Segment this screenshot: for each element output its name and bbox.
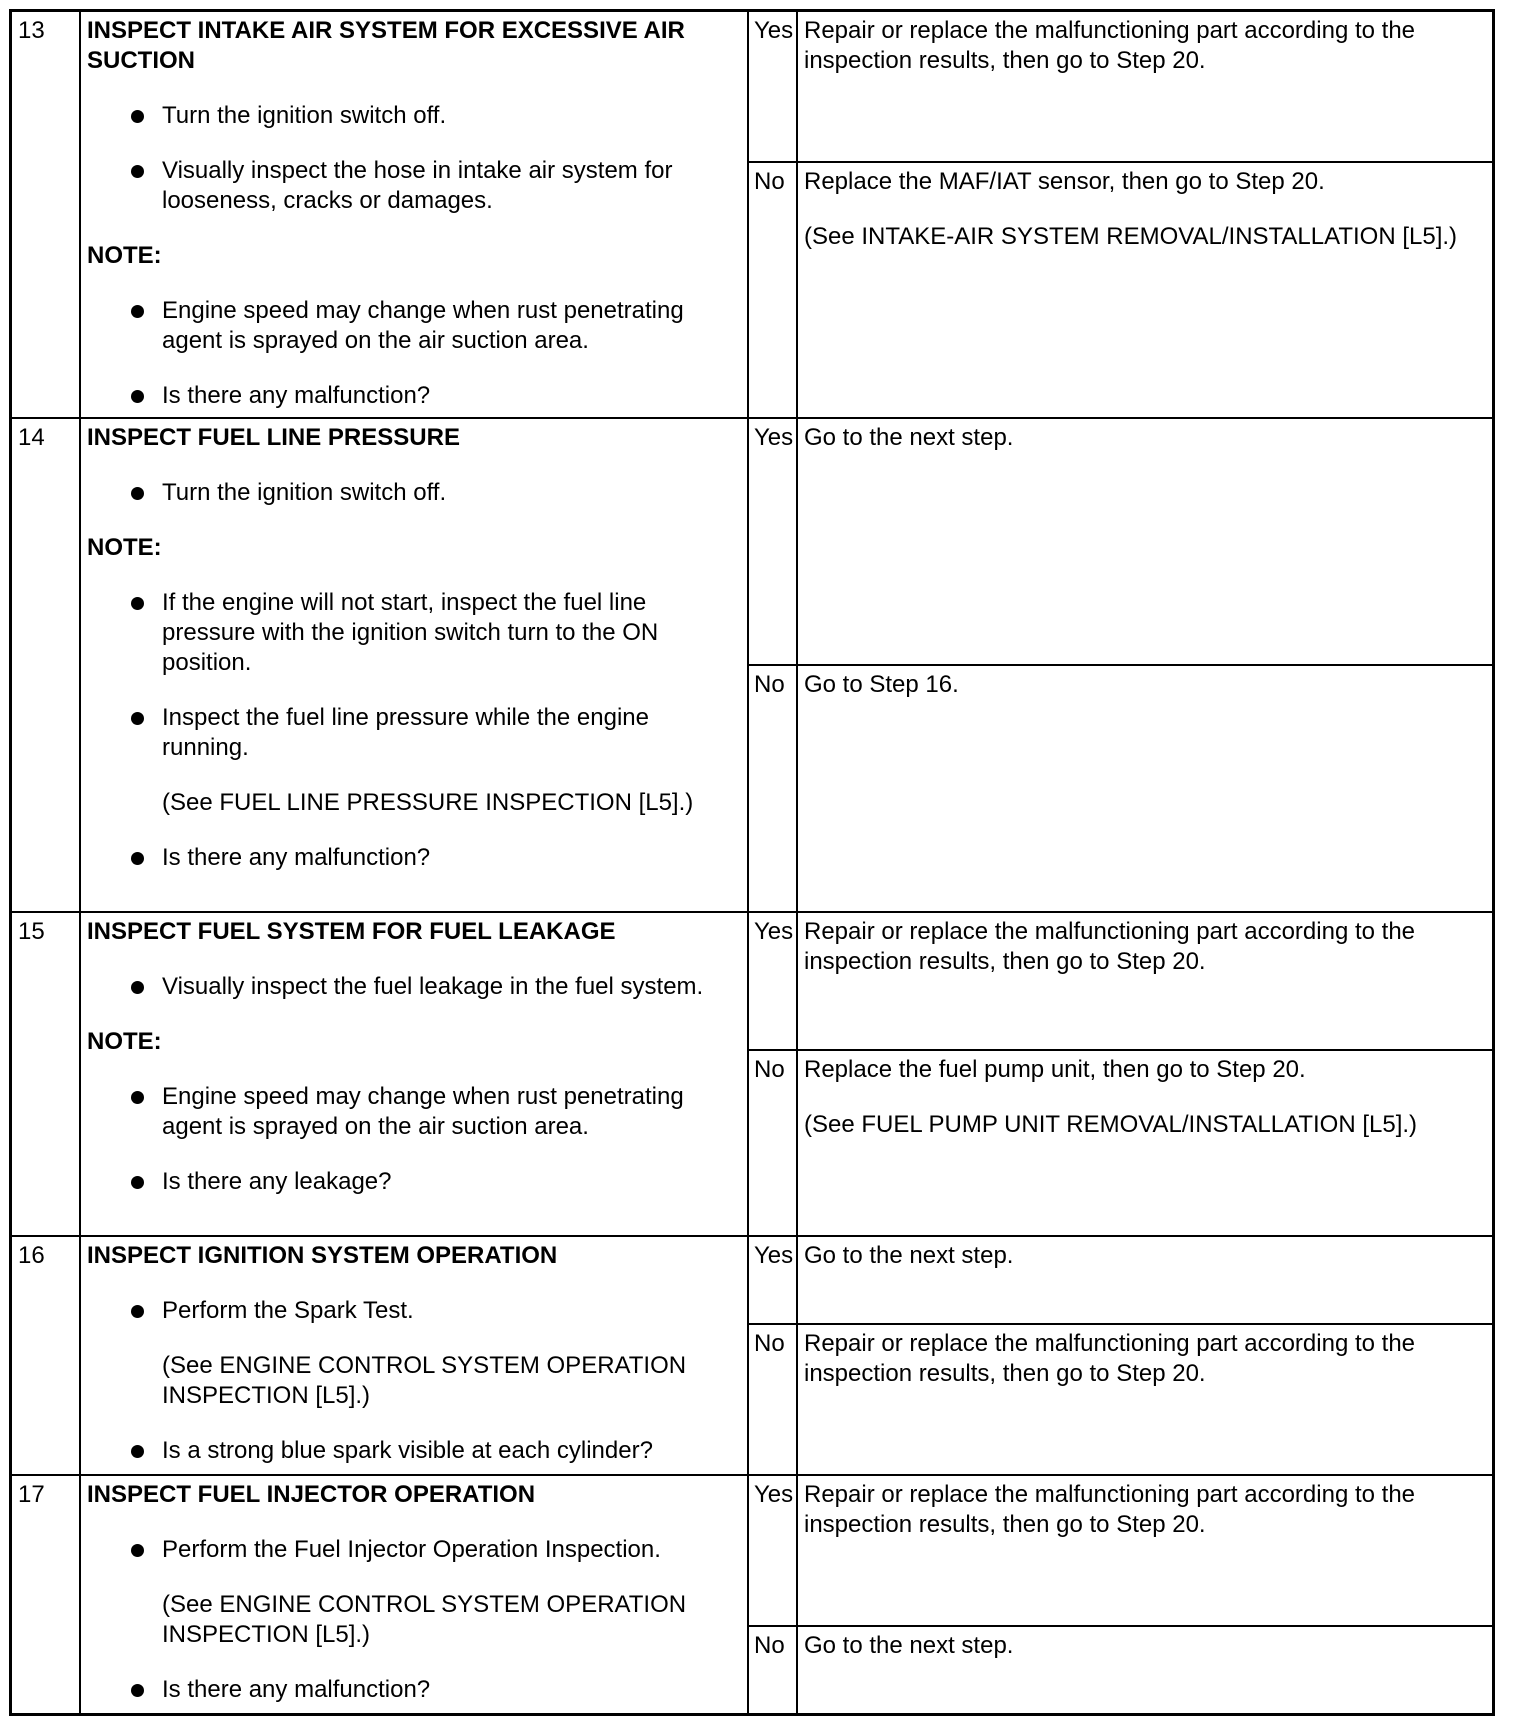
bullet-icon <box>131 981 144 994</box>
yes-action <box>797 418 1494 665</box>
list-item <box>87 588 741 678</box>
step-number: 17 <box>11 1475 81 1714</box>
step-title: INSPECT FUEL INJECTOR OPERATION <box>87 1481 536 1508</box>
yes-action <box>797 1236 1494 1324</box>
bullet-text: Is there any leakage? <box>162 1168 392 1195</box>
step-row-13 <box>11 11 1494 162</box>
yes-label: Yes <box>748 418 797 665</box>
bullet-list <box>87 972 741 1002</box>
reference-text: (See FUEL LINE PRESSURE INSPECTION [L5].) <box>162 789 694 816</box>
note-label: NOTE: <box>87 534 162 561</box>
list-item <box>87 1296 741 1411</box>
list-item <box>87 972 741 1002</box>
bullet-icon <box>131 1305 144 1318</box>
bullet-text: Is there any malfunction? <box>162 382 431 409</box>
step-title: INSPECT FUEL SYSTEM FOR FUEL LEAKAGE <box>87 918 616 945</box>
yes-action <box>797 1475 1494 1626</box>
bullet-icon <box>131 165 144 178</box>
bullet-text: Engine speed may change when rust penetrating agent is sprayed on the air suction area. <box>162 1083 684 1140</box>
bullet-icon <box>131 390 144 403</box>
bullet-icon <box>131 1176 144 1189</box>
step-action-cell <box>80 1475 748 1714</box>
bullet-text: Visually inspect the fuel leakage in the fuel system. <box>162 973 704 1000</box>
bullet-text: Engine speed may change when rust penetrating agent is sprayed on the air suction area. <box>162 297 684 354</box>
reference-text: (See FUEL PUMP UNIT REMOVAL/INSTALLATION [L5].) <box>804 1111 1418 1138</box>
bullet-list <box>87 1082 741 1197</box>
list-item <box>87 1535 741 1650</box>
bullet-list <box>87 101 741 216</box>
yes-label: Yes <box>748 11 797 162</box>
diagnostic-procedure-table <box>9 9 1495 1716</box>
step-action-cell <box>80 11 748 419</box>
bullet-text: Perform the Spark Test. <box>162 1297 414 1324</box>
no-action <box>797 1050 1494 1236</box>
bullet-list <box>87 1296 741 1466</box>
step-row-14 <box>11 418 1494 665</box>
no-action-text: Go to the next step. <box>804 1632 1014 1659</box>
bullet-icon <box>131 1091 144 1104</box>
step-row-15 <box>11 912 1494 1050</box>
step-number: 13 <box>11 11 81 419</box>
step-number: 14 <box>11 418 81 912</box>
step-action-cell <box>80 912 748 1236</box>
yes-action-text: Repair or replace the malfunctioning part according to the inspection results, then go to Step 20. <box>804 1481 1416 1538</box>
reference-text: (See ENGINE CONTROL SYSTEM OPERATION INSPECTION [L5].) <box>162 1591 687 1648</box>
bullet-text: Is a strong blue spark visible at each cylinder? <box>162 1437 653 1464</box>
no-action-text: Repair or replace the malfunctioning part according to the inspection results, then go to Step 20. <box>804 1330 1416 1387</box>
yes-label: Yes <box>748 912 797 1050</box>
bullet-list <box>87 478 741 508</box>
bullet-text: Turn the ignition switch off. <box>162 102 447 129</box>
no-action <box>797 1626 1494 1714</box>
bullet-icon <box>131 487 144 500</box>
yes-action-text: Go to the next step. <box>804 1242 1014 1269</box>
step-title: INSPECT IGNITION SYSTEM OPERATION <box>87 1242 558 1269</box>
bullet-list <box>87 588 741 873</box>
bullet-icon <box>131 1445 144 1458</box>
no-label: No <box>748 162 797 418</box>
list-item <box>87 1082 741 1142</box>
reference-text: (See INTAKE-AIR SYSTEM REMOVAL/INSTALLATION [L5].) <box>804 222 1458 250</box>
step-title: INSPECT FUEL LINE PRESSURE <box>87 424 460 451</box>
no-action-text: Replace the fuel pump unit, then go to Step 20. <box>804 1056 1306 1083</box>
yes-label: Yes <box>748 1236 797 1324</box>
list-item <box>87 478 741 508</box>
bullet-list <box>87 296 741 411</box>
reference-text: (See ENGINE CONTROL SYSTEM OPERATION INSPECTION [L5].) <box>162 1352 687 1409</box>
yes-action-text: Repair or replace the malfunctioning part according to the inspection results, then go to Step 20. <box>804 17 1416 74</box>
no-label: No <box>748 665 797 912</box>
no-action-text: Go to Step 16. <box>804 671 959 698</box>
bullet-text: Is there any malfunction? <box>162 1676 431 1703</box>
bullet-text: If the engine will not start, inspect the fuel line pressure with the ignition switch turn to the ON position. <box>162 589 659 676</box>
no-label: No <box>748 1050 797 1236</box>
bullet-icon <box>131 110 144 123</box>
bullet-text: Inspect the fuel line pressure while the engine running. <box>162 704 649 761</box>
step-action-cell <box>80 418 748 912</box>
bullet-icon <box>131 305 144 318</box>
list-item <box>87 1436 741 1466</box>
no-action <box>797 1324 1494 1475</box>
list-item <box>87 381 741 411</box>
list-item <box>87 296 741 356</box>
bullet-icon <box>131 597 144 610</box>
no-label: No <box>748 1324 797 1475</box>
step-row-17 <box>11 1475 1494 1626</box>
step-number: 16 <box>11 1236 81 1475</box>
bullet-text: Is there any malfunction? <box>162 844 431 871</box>
step-number: 15 <box>11 912 81 1236</box>
bullet-icon <box>131 1544 144 1557</box>
bullet-text: Turn the ignition switch off. <box>162 479 447 506</box>
no-action <box>797 162 1494 418</box>
list-item <box>87 1675 741 1705</box>
list-item <box>87 1167 741 1197</box>
step-action-cell <box>80 1236 748 1475</box>
step-title: INSPECT INTAKE AIR SYSTEM FOR EXCESSIVE AIR SUCTION <box>87 17 685 74</box>
yes-label: Yes <box>748 1475 797 1626</box>
list-item <box>87 703 741 818</box>
step-row-16 <box>11 1236 1494 1324</box>
note-label: NOTE: <box>87 242 162 269</box>
bullet-icon <box>131 1684 144 1697</box>
list-item <box>87 156 741 216</box>
note-label: NOTE: <box>87 1028 162 1055</box>
bullet-text: Visually inspect the hose in intake air system for looseness, cracks or damages. <box>162 157 673 214</box>
no-action-text: Replace the MAF/IAT sensor, then go to Step 20. <box>804 167 1325 195</box>
yes-action <box>797 912 1494 1050</box>
no-label: No <box>748 1626 797 1714</box>
bullet-list <box>87 1535 741 1705</box>
bullet-icon <box>131 712 144 725</box>
yes-action <box>797 11 1494 162</box>
list-item <box>87 101 741 131</box>
list-item <box>87 843 741 873</box>
bullet-text: Perform the Fuel Injector Operation Inspection. <box>162 1536 661 1563</box>
yes-action-text: Repair or replace the malfunctioning part according to the inspection results, then go to Step 20. <box>804 918 1416 975</box>
bullet-icon <box>131 852 144 865</box>
yes-action-text: Go to the next step. <box>804 424 1014 451</box>
no-action <box>797 665 1494 912</box>
